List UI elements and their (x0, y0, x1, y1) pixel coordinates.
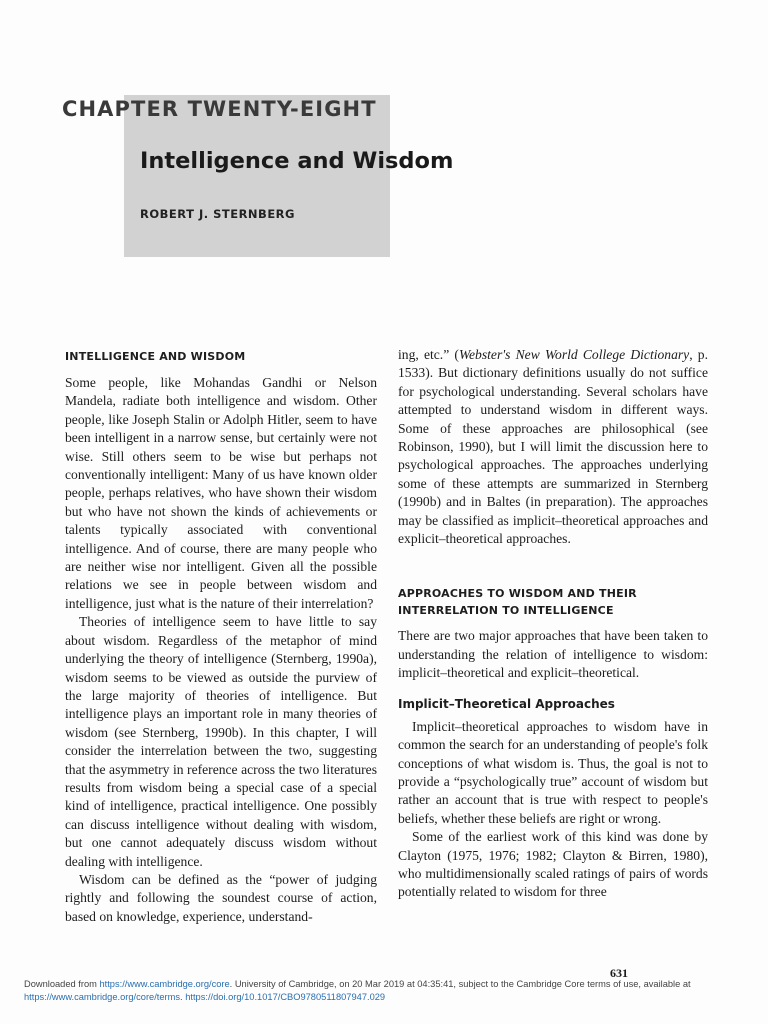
paragraph: Wisdom can be defined as the “power of judging rightly and following the soundest course of action, based on knowledge, experience, understand- (65, 871, 377, 924)
dictionary-title: Webster's New World College Dictionary (458, 347, 690, 362)
footer-text: . University of Cambridge, on 20 Mar 2019 at 04:35:41, subject to the Cambridge Core terms of use, available at (229, 979, 691, 989)
left-column (65, 347, 377, 926)
paragraph (398, 346, 708, 548)
text-run: ing, etc.” ( (398, 347, 459, 362)
cambridge-core-link[interactable]: https://www.cambridge.org/core (99, 979, 230, 989)
text-run: , p. 1533). But dictionary definitions usually do not suffice for psychological understanding. Several scholars have attempted to understand wisdom in different ways. Some of these approaches are philosophical (see Robinson, 1990), but I will limit the discussion here to psychological approaches. The approaches underlying some of these attempts are summarized in Sternberg (1990b) and in Baltes (in preparation). The approaches may be classified as implicit–theoretical approaches and explicit–theoretical approaches. (398, 347, 709, 547)
footer-text: Downloaded from (24, 979, 100, 989)
paragraph: Theories of intelligence seem to have little to say about wisdom. Regardless of the metaphor of mind underlying the theory of intelligence (Sternberg, 1990a), wisdom seems to be viewed as outside the purview of the large majority of theories of intelligence. But intelligence plays an important role in many theories of wisdom (see Sternberg, 1990b). In this chapter, I will consider the interrelation between the two, suggesting that the asymmetry in reference across the two literatures results from wisdom being a special case of a special kind of intelligence, practical intelligence. One possibly can discuss intelligence without dealing with wisdom, but one cannot adequately discuss wisdom without dealing with intelligence. (65, 614, 377, 869)
right-column (398, 346, 708, 902)
section-heading-approaches: APPROACHES TO WISDOM AND THEIR INTERRELATION TO INTELLIGENCE (398, 587, 637, 618)
paragraph: Some of the earliest work of this kind was done by Clayton (1975, 1976; 1982; Clayton & Birren, 1980), who multidimensionally scaled ratings of pairs of words potentially related to wisdom for three (398, 829, 708, 900)
terms-link[interactable]: https://www.cambridge.org/core/terms (24, 991, 181, 1002)
chapter-title: Intelligence and Wisdom (140, 148, 454, 174)
paragraph: There are two major approaches that have been taken to understanding the relation of intelligence to wisdom: implicit–theoretical and explicit–theoretical. (398, 628, 708, 681)
footer-text: . (180, 991, 186, 1002)
paragraph: Some people, like Mohandas Gandhi or Nelson Mandela, radiate both intelligence and wisdom. Other people, like Joseph Stalin or Adolph Hitler, seem to have been intelligent in a narrow sense, but certainly were not wise. Still others seem to be wise but perhaps not conventionally intelligent: Many of us have known older people, perhaps relatives, who have shown their wisdom but who have not shown the kinds of achievements or talents typically associated with conventional intelligence. And of course, there are many people who are neither wise nor intelligent. Given all the possible relations we see in people between wisdom and intelligence, just what is the nature of their interrelation? (65, 375, 377, 611)
page-number: 631 (610, 966, 628, 980)
download-footer (24, 978, 724, 1003)
chapter-label: CHAPTER TWENTY-EIGHT (62, 97, 377, 121)
section-heading-intelligence-and-wisdom: INTELLIGENCE AND WISDOM (65, 350, 246, 363)
paragraph: Implicit–theoretical approaches to wisdom have in common the search for an understanding of people's folk conceptions of what wisdom is. Thus, the goal is not to provide a “psychologically true” account of wisdom but rather an account that is true with respect to people's beliefs, whether these beliefs are right or wrong. (398, 718, 708, 826)
subsection-heading-implicit-theoretical: Implicit–Theoretical Approaches (398, 696, 615, 711)
author-name: ROBERT J. STERNBERG (140, 207, 295, 221)
doi-link[interactable]: https://doi.org/10.1017/CBO9780511807947.029 (185, 991, 386, 1002)
